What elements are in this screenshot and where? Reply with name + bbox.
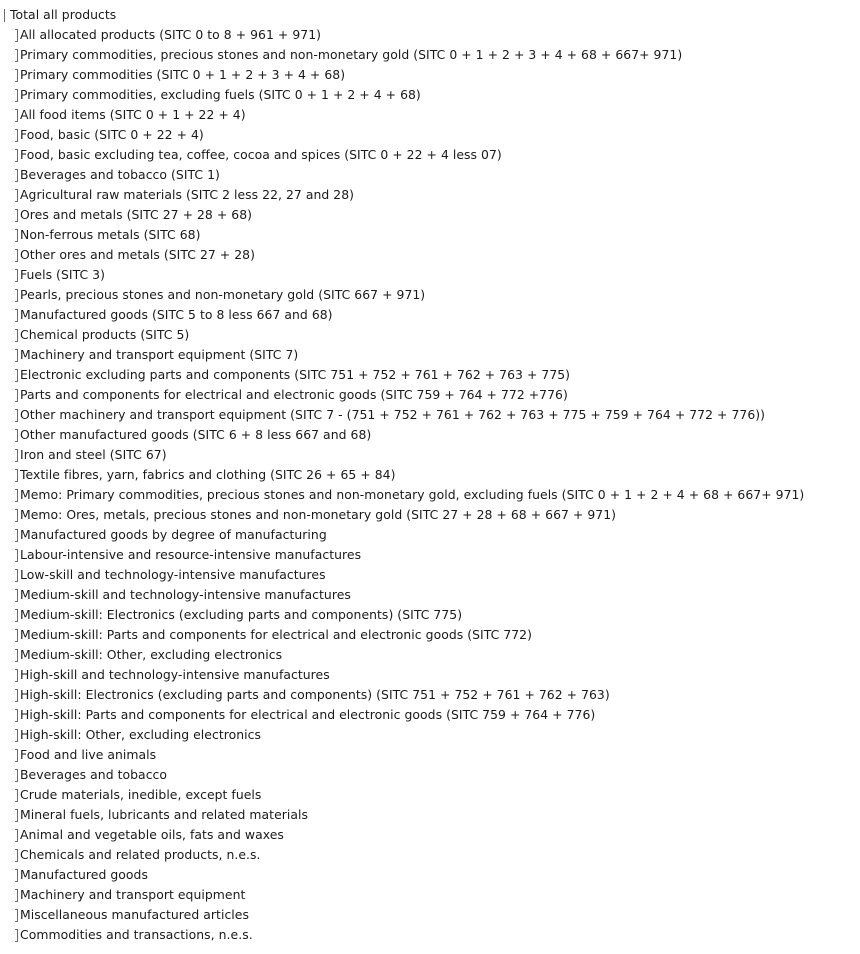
tree-node[interactable] [4,85,856,105]
tree-node-label: Primary commodities, excluding fuels (SITC 0 + 1 + 2 + 4 + 68) [20,87,421,102]
tree-connector-icon [15,809,18,822]
tree-node[interactable] [4,25,856,45]
tree-node[interactable] [4,465,856,485]
tree-connector-icon [15,29,18,42]
tree-node[interactable] [4,805,856,825]
tree-node[interactable] [4,105,856,125]
tree-connector-icon [15,529,18,542]
tree-node-label: Commodities and transactions, n.e.s. [20,927,253,942]
tree-connector-icon [15,49,18,62]
tree-node[interactable] [4,625,856,645]
tree-node-label: Mineral fuels, lubricants and related materials [20,807,309,822]
tree-node-label: Beverages and tobacco (SITC 1) [20,167,220,182]
tree-node[interactable] [4,565,856,585]
tree-node-label: Low-skill and technology-intensive manufactures [20,567,326,582]
tree-connector-icon [15,549,18,562]
tree-node[interactable] [4,165,856,185]
tree-connector-icon [15,869,18,882]
tree-connector-icon [15,209,18,222]
tree-node-label: Total all products [10,7,117,22]
tree-node[interactable] [4,225,856,245]
tree-node-label: Animal and vegetable oils, fats and waxes [20,827,284,842]
tree-node-label: Non-ferrous metals (SITC 68) [20,227,201,242]
tree-connector-icon [15,469,18,482]
tree-node[interactable] [4,445,856,465]
tree-connector-icon [15,689,18,702]
tree-connector-icon [15,709,18,722]
tree-connector-icon [15,389,18,402]
tree-node-label: Iron and steel (SITC 67) [20,447,167,462]
tree-node-label: High-skill: Other, excluding electronics [20,727,261,742]
product-tree [4,5,856,945]
tree-node-label: Pearls, precious stones and non-monetary gold (SITC 667 + 971) [20,287,426,302]
tree-node-label: Primary commodities, precious stones and non-monetary gold (SITC 0 + 1 + 2 + 3 + 4 + 68 + 667+ 971) [20,47,683,62]
tree-node-label: Chemicals and related products, n.e.s. [20,847,261,862]
tree-node-label: Other manufactured goods (SITC 6 + 8 less 667 and 68) [20,427,372,442]
tree-node-label: Chemical products (SITC 5) [20,327,190,342]
tree-node-label: Memo: Ores, metals, precious stones and non-monetary gold (SITC 27 + 28 + 68 + 667 + 971) [20,507,617,522]
tree-node-label: Other ores and metals (SITC 27 + 28) [20,247,255,262]
tree-connector-icon [15,829,18,842]
tree-node-label: Medium-skill: Electronics (excluding parts and components) (SITC 775) [20,607,463,622]
tree-node-label: All allocated products (SITC 0 to 8 + 961 + 971) [20,27,322,42]
tree-node[interactable] [4,745,856,765]
tree-connector-icon [15,609,18,622]
tree-node-label: High-skill: Electronics (excluding parts and components) (SITC 751 + 752 + 761 + 762 + 763) [20,687,610,702]
tree-node-label: Fuels (SITC 3) [20,267,105,282]
tree-node-root[interactable] [4,5,856,25]
tree-node-label: Manufactured goods (SITC 5 to 8 less 667 and 68) [20,307,333,322]
tree-node[interactable] [4,385,856,405]
tree-node-label: Memo: Primary commodities, precious stones and non-monetary gold, excluding fuels (SITC 0 + 1 + 2 + 4 + 68 + 667+ 971) [20,487,805,502]
tree-connector-icon [15,129,18,142]
tree-connector-icon [15,789,18,802]
tree-connector-icon [15,189,18,202]
tree-node[interactable] [4,425,856,445]
tree-node-label: High-skill: Parts and components for electrical and electronic goods (SITC 759 + 764 + 776) [20,707,596,722]
tree-connector-icon [15,229,18,242]
tree-node-label: Electronic excluding parts and components (SITC 751 + 752 + 761 + 762 + 763 + 775) [20,367,571,382]
tree-node[interactable] [4,485,856,505]
tree-node-label: Manufactured goods by degree of manufacturing [20,527,327,542]
tree-connector-icon [15,569,18,582]
tree-connector-icon [15,329,18,342]
tree-node[interactable] [4,65,856,85]
tree-node-label: Medium-skill: Parts and components for electrical and electronic goods (SITC 772) [20,627,533,642]
tree-node[interactable] [4,265,856,285]
tree-node[interactable] [4,365,856,385]
tree-connector-icon [15,909,18,922]
tree-connector-icon [15,349,18,362]
tree-node[interactable] [4,705,856,725]
tree-connector-icon [15,449,18,462]
tree-connector-icon [15,429,18,442]
tree-node-label: Primary commodities (SITC 0 + 1 + 2 + 3 + 4 + 68) [20,67,346,82]
tree-node[interactable] [4,125,856,145]
tree-node-label: Manufactured goods [20,867,148,882]
tree-connector-icon [15,589,18,602]
tree-node-label: Ores and metals (SITC 27 + 28 + 68) [20,207,253,222]
tree-connector-icon [15,929,18,942]
tree-connector-icon [15,309,18,322]
tree-node-label: Agricultural raw materials (SITC 2 less 22, 27 and 28) [20,187,355,202]
tree-node[interactable] [4,405,856,425]
tree-node-label: Other machinery and transport equipment (SITC 7 - (751 + 752 + 761 + 762 + 763 + 775 + 759 + 764 + 772 + 776)) [20,407,766,422]
tree-connector-icon [15,109,18,122]
tree-node[interactable] [4,305,856,325]
tree-connector-icon [15,149,18,162]
tree-node[interactable] [4,345,856,365]
tree-node[interactable] [4,525,856,545]
tree-node[interactable] [4,825,856,845]
tree-connector-icon [4,9,8,22]
tree-node[interactable] [4,325,856,345]
tree-node[interactable] [4,865,856,885]
tree-node-label: High-skill and technology-intensive manufactures [20,667,330,682]
tree-node-label: Miscellaneous manufactured articles [20,907,249,922]
tree-node[interactable] [4,685,856,705]
tree-node-label: Machinery and transport equipment [20,887,246,902]
tree-connector-icon [15,369,18,382]
tree-node-label: Food, basic (SITC 0 + 22 + 4) [20,127,204,142]
tree-node-label: Medium-skill: Other, excluding electronics [20,647,283,662]
tree-connector-icon [15,669,18,682]
tree-node-label: Food, basic excluding tea, coffee, cocoa and spices (SITC 0 + 22 + 4 less 07) [20,147,502,162]
tree-node[interactable] [4,505,856,525]
tree-node-label: Crude materials, inedible, except fuels [20,787,262,802]
tree-connector-icon [15,769,18,782]
tree-connector-icon [15,69,18,82]
tree-connector-icon [15,89,18,102]
tree-node[interactable] [4,725,856,745]
tree-connector-icon [15,649,18,662]
tree-connector-icon [15,489,18,502]
tree-node[interactable] [4,205,856,225]
tree-connector-icon [15,289,18,302]
tree-node[interactable] [4,785,856,805]
tree-connector-icon [15,889,18,902]
tree-connector-icon [15,169,18,182]
tree-node[interactable] [4,585,856,605]
tree-connector-icon [15,249,18,262]
tree-node-label: All food items (SITC 0 + 1 + 22 + 4) [20,107,246,122]
tree-node-label: Medium-skill and technology-intensive manufactures [20,587,351,602]
tree-connector-icon [15,509,18,522]
tree-connector-icon [15,629,18,642]
tree-node[interactable] [4,285,856,305]
tree-node[interactable] [4,845,856,865]
tree-node-label: Parts and components for electrical and electronic goods (SITC 759 + 764 + 772 +776) [20,387,568,402]
tree-connector-icon [15,729,18,742]
tree-node[interactable] [4,765,856,785]
tree-node[interactable] [4,245,856,265]
tree-node[interactable] [4,905,856,925]
tree-children [4,25,856,945]
tree-node[interactable] [4,45,856,65]
tree-node[interactable] [4,665,856,685]
tree-node-label: Textile fibres, yarn, fabrics and clothing (SITC 26 + 65 + 84) [20,467,396,482]
tree-node[interactable] [4,645,856,665]
tree-connector-icon [15,849,18,862]
tree-connector-icon [15,269,18,282]
tree-connector-icon [15,409,18,422]
tree-node[interactable] [4,925,856,945]
tree-node[interactable] [4,545,856,565]
tree-connector-icon [15,749,18,762]
tree-node[interactable] [4,185,856,205]
tree-node[interactable] [4,885,856,905]
tree-node-label: Beverages and tobacco [20,767,168,782]
tree-node-label: Food and live animals [20,747,157,762]
tree-node[interactable] [4,145,856,165]
tree-node-label: Labour-intensive and resource-intensive manufactures [20,547,362,562]
tree-node[interactable] [4,605,856,625]
tree-node-label: Machinery and transport equipment (SITC 7) [20,347,299,362]
